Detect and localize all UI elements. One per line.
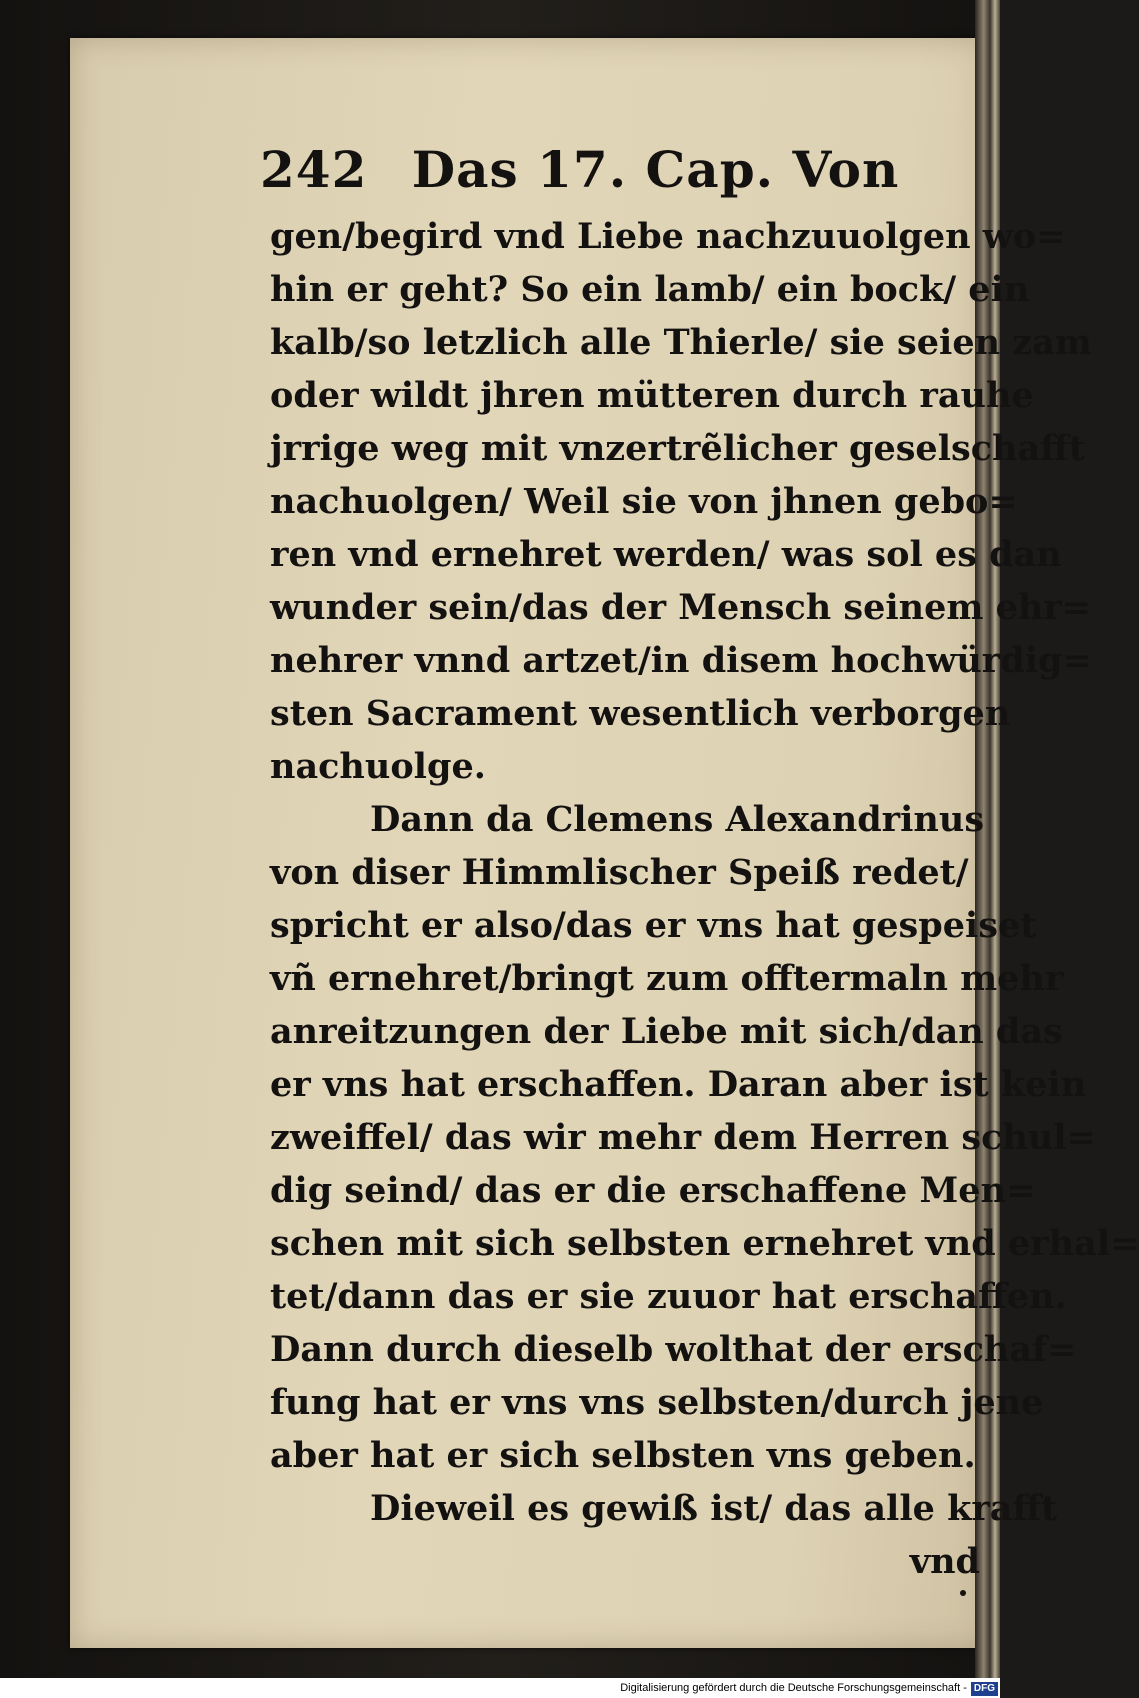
text-line: oder wildt jhren mütteren durch rauhe <box>270 375 1034 416</box>
funding-credit: Digitalisierung gefördert durch die Deutsche Forschungsgemeinschaft - <box>620 1682 967 1694</box>
text-line: dig seind/ das er die erschaffene Men= <box>270 1170 1036 1211</box>
text-line: tet/dann das er sie zuuor hat erschaffen. <box>270 1276 1067 1317</box>
text-line: gen/begird vnd Liebe nachzuuolgen wo= <box>270 216 1066 257</box>
paragraph-start-line: Dann da Clemens Alexandrinus <box>370 799 985 840</box>
text-line: wunder sein/das der Mensch seinem ehr= <box>270 587 1092 628</box>
running-title: Das 17. Cap. Von <box>411 140 900 199</box>
text-line: er vns hat erschaffen. Daran aber ist kein <box>270 1064 1087 1105</box>
page-header <box>260 140 900 210</box>
text-line: vñ ernehret/bringt zum offtermaln mehr <box>270 958 1064 999</box>
paragraph-start-line: Dieweil es gewiß ist/ das alle krafft <box>370 1488 1058 1529</box>
text-line: nachuolgen/ Weil sie von jhnen gebo= <box>270 481 1018 522</box>
text-line: spricht er also/das er vns hat gespeiset <box>270 905 1037 946</box>
body-text <box>270 210 1139 1588</box>
text-line: Dann durch dieselb wolthat der erschaf= <box>270 1329 1077 1370</box>
text-line: ren vnd ernehret werden/ was sol es dan <box>270 534 1062 575</box>
text-line: aber hat er sich selbsten vns geben. <box>270 1435 976 1476</box>
catchword: vnd <box>909 1541 980 1582</box>
text-line: schen mit sich selbsten ernehret vnd erhal= <box>270 1223 1139 1264</box>
text-line: sten Sacrament wesentlich verborgen <box>270 693 1011 734</box>
ink-dot <box>960 1590 966 1596</box>
text-line: kalb/so letzlich alle Thierle/ sie seien zam <box>270 322 1092 363</box>
text-line: nachuolge. <box>270 746 486 787</box>
text-line: nehrer vnnd artzet/in disem hochwürdig= <box>270 640 1092 681</box>
text-line: von diser Himmlischer Speiß redet/ <box>270 852 969 893</box>
text-line: hin er geht? So ein lamb/ ein bock/ ein <box>270 269 1030 310</box>
text-line: fung hat er vns vns selbsten/durch jene <box>270 1382 1044 1423</box>
page-number: 242 <box>260 140 368 199</box>
dfg-logo: DFG <box>971 1682 998 1696</box>
digitization-footer <box>0 1678 1000 1698</box>
text-line: anreitzungen der Liebe mit sich/dan das <box>270 1011 1063 1052</box>
text-line: zweiffel/ das wir mehr dem Herren schul= <box>270 1117 1096 1158</box>
text-line: jrrige weg mit vnzertrẽlicher geselschafft <box>270 428 1086 469</box>
